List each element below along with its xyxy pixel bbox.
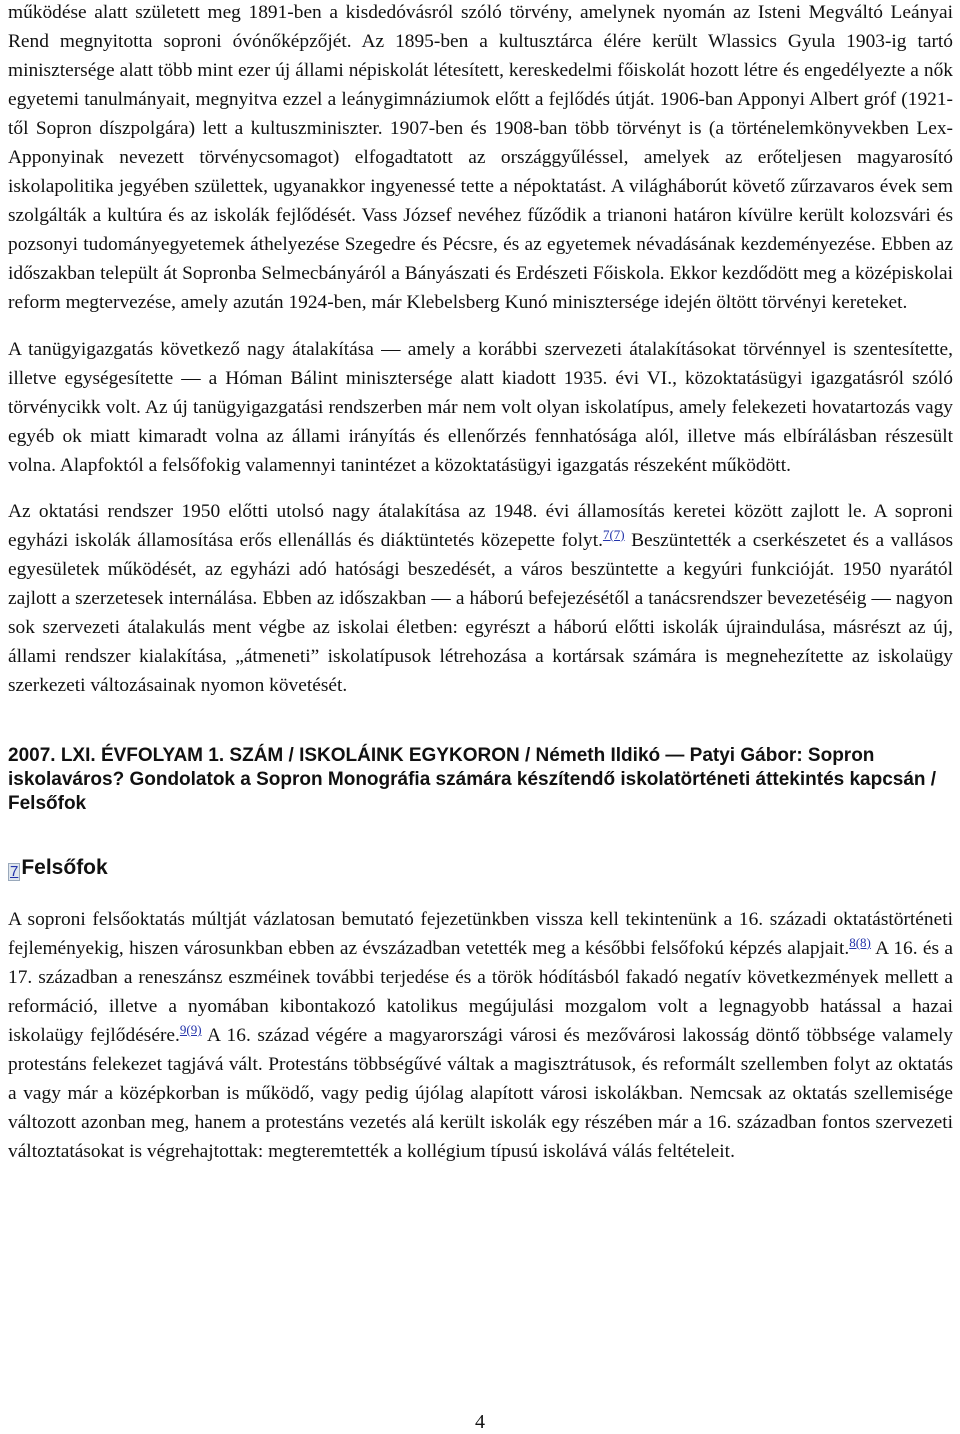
paragraph-text: A soproni felsőoktatás múltját vázlatosan bemutató fejezetünkben vissza kell tekintenünk a 16. századi oktatástörténeti fejleményekig, hiszen városunkban ebben az évszázadban vetették meg a későbbi felsőfokú képzés alapjait.	[8, 909, 953, 959]
paragraph-administration-reform	[8, 335, 953, 480]
document-page	[8, 0, 953, 1183]
section-heading	[8, 853, 953, 883]
footnote-link-9[interactable]: 9(9)	[179, 1022, 202, 1037]
section-anchor-link[interactable]: 7	[10, 863, 19, 880]
paragraph-text: Beszüntették a cserkészetet és a vallásos egyesületek működését, az egyházi adó hatósági beszedését, a város beszüntette a kegyúri funkcióját. 1950 nyarától zajlott a szerzetesek internálása. Ebben az időszakban ― a háború befejezésétől a tanácsrendszer bevezetéséig ― nagyon sok szervezeti átalakulás ment végbe az iskolai életben: egyrészt a háború előtti iskolák újraindulása, másrészt az új, állami rendszer kialakítása, „átmeneti” iskolatípusok létrehozása a kortársak számára is megnehezítette az iskolaügy szerkezeti változásainak nyomon követését.	[8, 530, 953, 696]
page-number: 4	[475, 1411, 485, 1433]
footnote-link-7[interactable]: 7(7)	[602, 527, 625, 542]
paragraph-text: A 16. és a 17. században a reneszánsz eszméinek további terjedése és a török hódításból fakadó negatív következmények mellett a reformáció, illetve a nyomában kibontakozó katolikus megújulási mozgalom volt a legnagyobb hatással a hazai iskolaügy fejlődésére.	[8, 938, 953, 1046]
paragraph-higher-education	[8, 905, 953, 1166]
paragraph-education-history	[8, 0, 953, 317]
section-title: Felsőfok	[21, 856, 108, 879]
breadcrumb: 2007. LXI. ÉVFOLYAM 1. SZÁM / ISKOLÁINK EGYKORON / Németh Ildikó ― Patyi Gábor: Sopron iskolaváros? Gondolatok a Sopron Monográfia számára készítendő iskolatörténeti áttekintés kapcsán / Felsőfok	[8, 745, 937, 814]
paragraph-text: A 16. század végére a magyarországi városi és mezővárosi lakosság döntő többsége valamely protestáns felekezet tagjává vált. Protestáns többségűvé váltak a magisztrátusok, és reformált szellemben folyt az oktatás a vagy már a középkorban is működő, vagy pedig újólag alapított városi iskolákban. Nemcsak az oktatás szellemisége változott azonban meg, hanem a protestáns vezetés alá került iskolák egy részében már a 16. században fontos szervezeti változtatásokat is végrehajtottak: megteremtették a kollégium típusú iskolává válás feltételeit.	[8, 1025, 953, 1162]
paragraph-text: működése alatt született meg 1891-ben a kisdedóvásról szóló törvény, amelynek nyomán az Isteni Megváltó Leányai Rend megnyitotta soproni óvónőképzőjét. Az 1895-ben a kultusztárca élére került Wlassics Gyula 1903-ig tartó minisztersége alatt több mint ezer új állami népiskolát létesített, kereskedelmi főiskolát hozott létre és engedélyezte a nők egyetemi tanulmányait, megnyitva ezzel a leánygimnáziumok előtt a fejlődés útját. 1906-ban Apponyi Albert gróf (1921-től Sopron díszpolgára) lett a kultuszminiszter. 1907-ben és 1908-ban több törvényt is (a történelemkönyvekben Lex-Apponyinak nevezett törvénycsomagot) elfogadtatott az országgyűléssel, amelyek az erőteljesen magyarosító iskolapolitika jegyében születtek, ugyanakkor ingyenessé tette a népoktatást. A világháborút követő zűrzavaros évek sem szolgálták a kultúra és az iskolák fejlődését. Vass József nevéhez fűződik a trianoni határon kívülre került kolozsvári és pozsonyi tudományegyetemek áthelyezése Szegedre és Pécsre, és az egyetemek névadásának kezdeményezése. Ebben az időszakban települt át Sopronba Selmecbányáról a Bányászati és Erdészeti Főiskola. Ekkor kezdődött meg a középiskolai reform megtervezése, amely azután 1924-ben, már Klebelsberg Kunó minisztersége idején öltött törvényi kereteket.	[8, 2, 953, 313]
paragraph-text: Az oktatási rendszer 1950 előtti utolsó nagy átalakítása az 1948. évi államosítás keretei között zajlott le. A soproni egyházi iskolák államosítása erős ellenállás és diáktüntetés közepette folyt.	[8, 501, 953, 551]
paragraph-nationalization	[8, 497, 953, 700]
paragraph-text: A tanügyigazgatás következő nagy átalakítása ― amely a korábbi szervezeti átalakításokat törvénnyel is szentesítette, illetve egységesítette ― a Hóman Bálint minisztersége alatt kiadott 1935. évi VI., közoktatásügyi igazgatásról szóló törvénycikk volt. Az új tanügyigazgatási rendszerben már nem volt olyan iskolatípus, amely felekezeti hovatartozás vagy egyéb ok miatt kimaradt volna az állami irányítás és ellenőrzés fennhatósága alól, illetve más elbírálásban részesült volna. Alapfoktól a felsőfokig valamennyi tanintézet a közoktatásügyi igazgatás részeként működött.	[8, 339, 953, 476]
footnote-link-8[interactable]: 8(8)	[849, 935, 871, 950]
